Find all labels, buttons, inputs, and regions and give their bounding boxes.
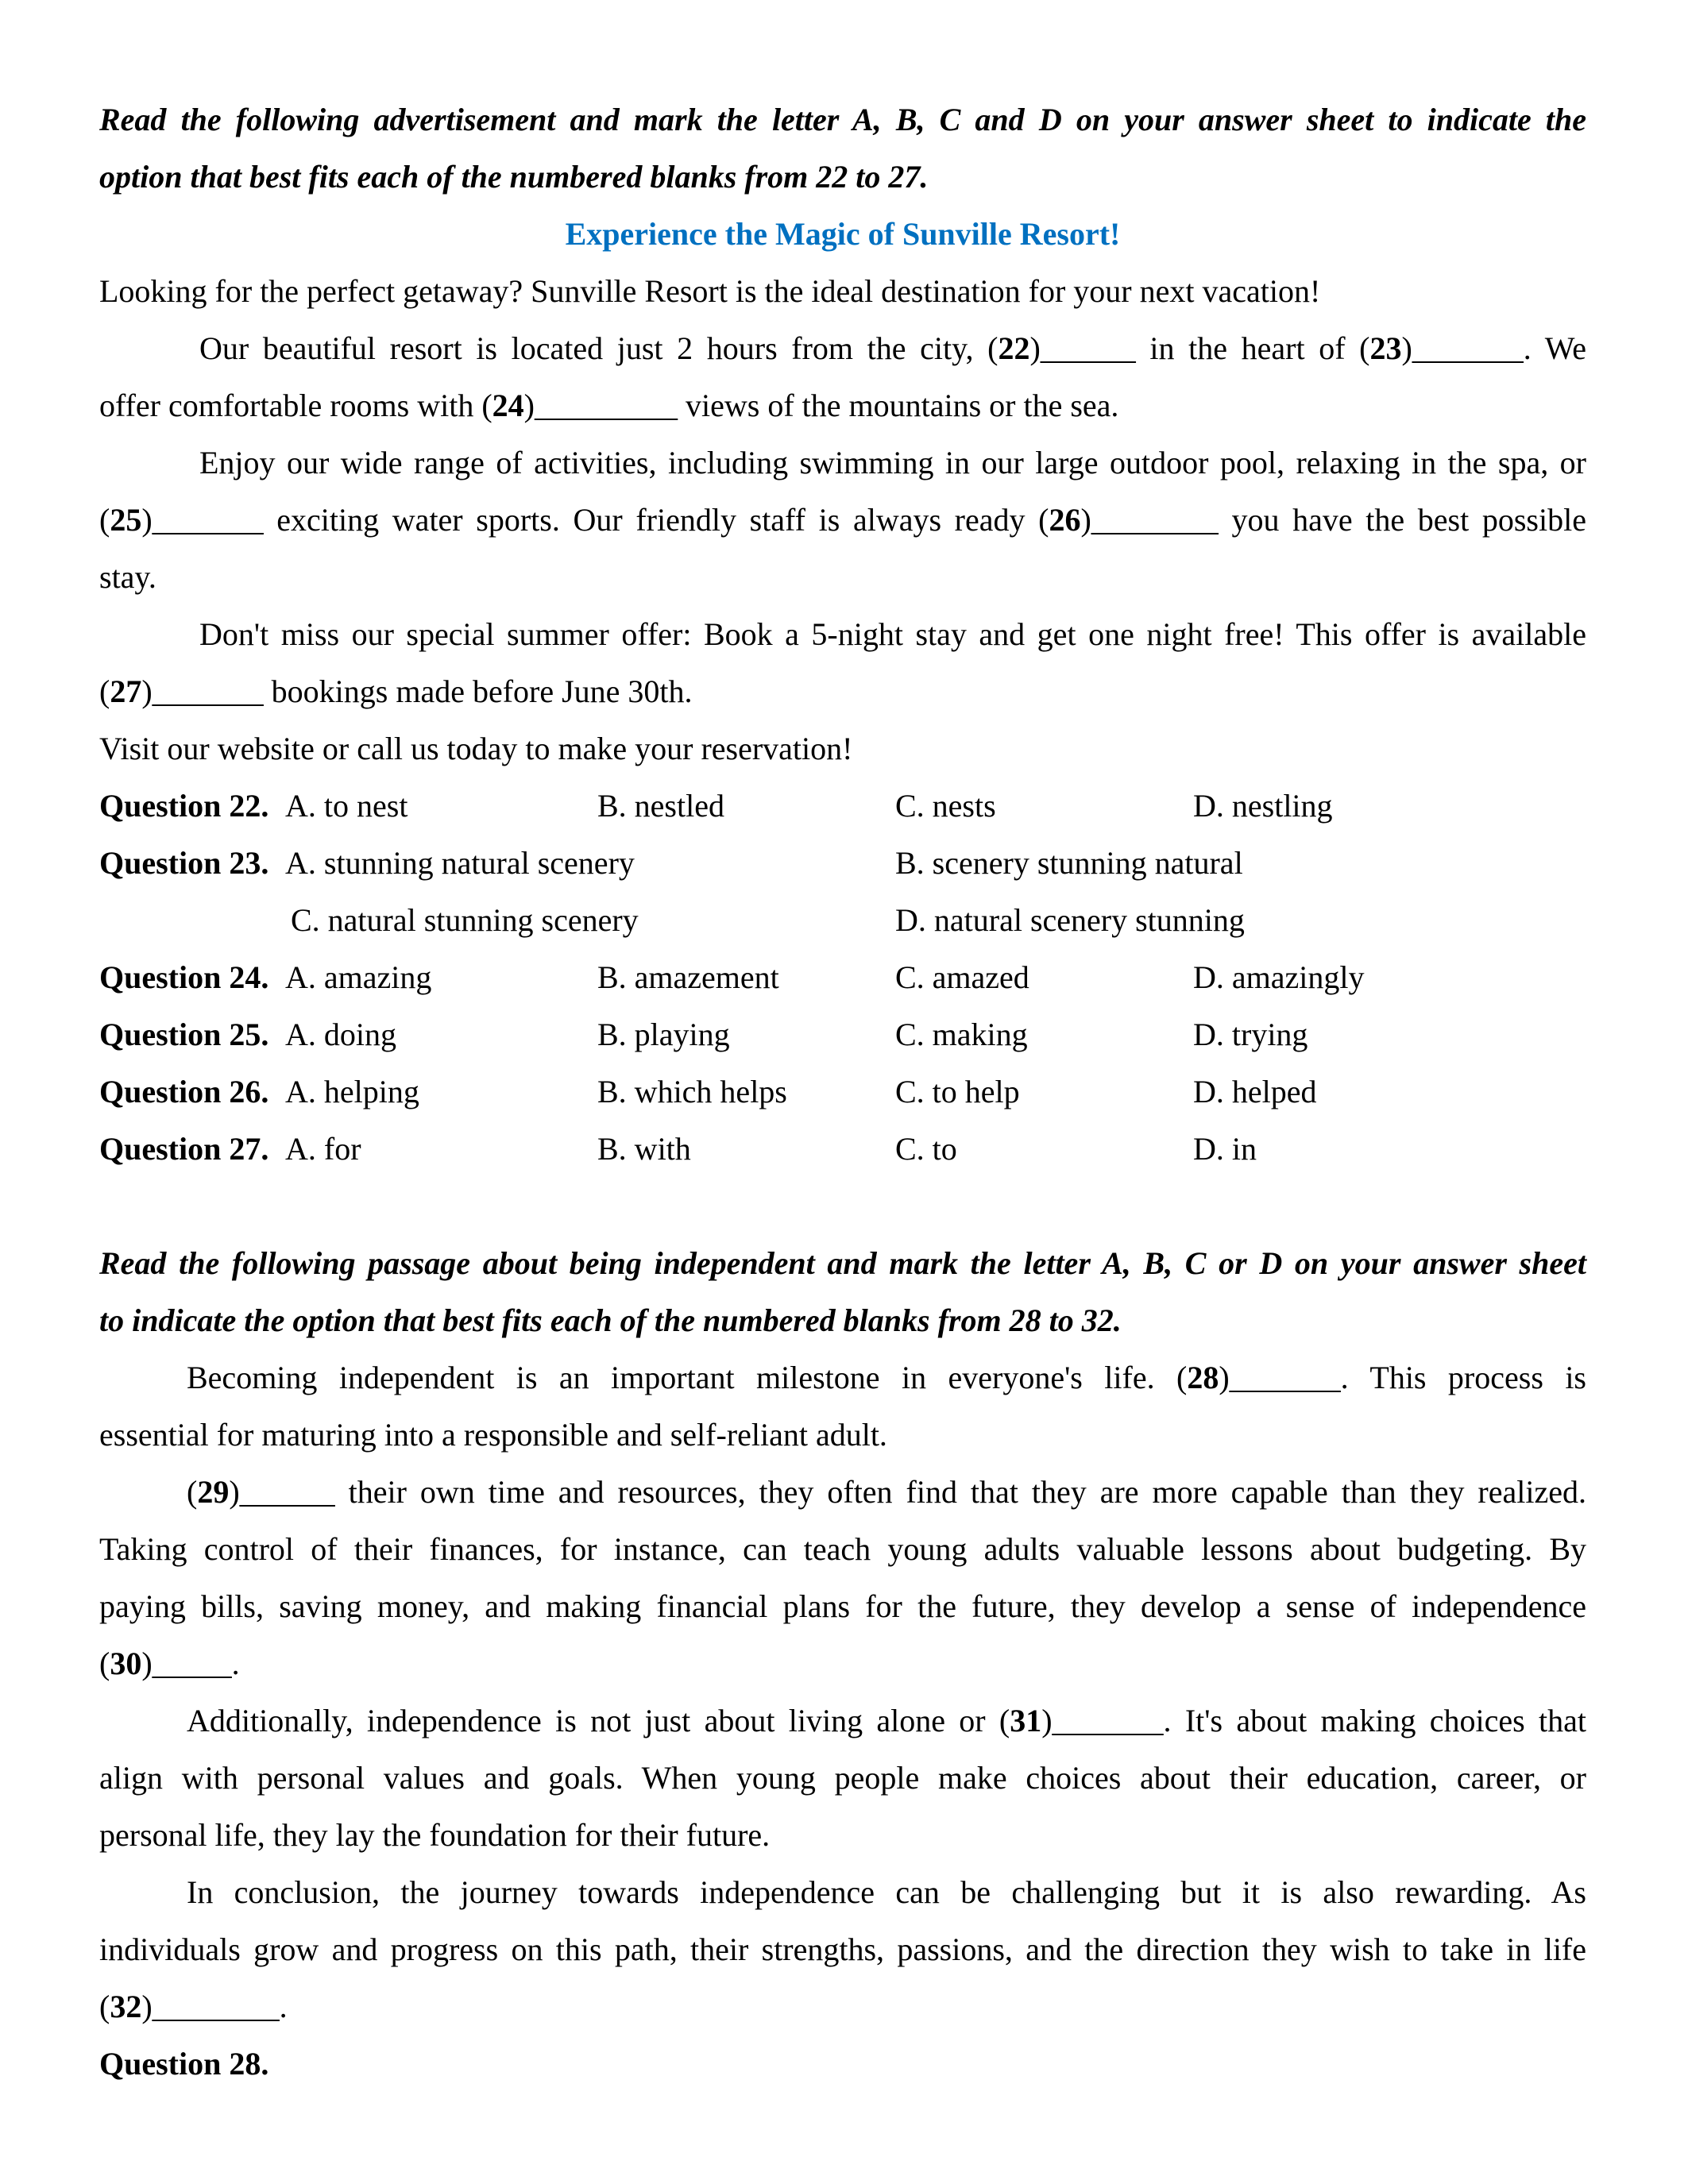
section-spacer	[99, 1178, 1586, 1235]
passage-paragraph4-line1: In conclusion, the journey towards independence can be challenging but it is also rewarding. As	[187, 1874, 1586, 1910]
blank-number-23: 23	[1369, 330, 1402, 366]
blank-number-27: 27	[110, 673, 142, 709]
question-label: Question 25.	[99, 1017, 269, 1052]
question-label: Question 24.	[99, 959, 269, 995]
passage-paragraph4-line2: individuals grow and progress on this path, their strengths, passions, and the direction they wish to take in life	[99, 1931, 1586, 1967]
question-23-row2	[99, 892, 1586, 949]
exam-page	[99, 91, 1586, 2093]
advertisement-intro: Looking for the perfect getaway? Sunville Resort is the ideal destination for your next vacation!	[99, 273, 1321, 309]
option-b[interactable]: B. which helps	[597, 1074, 787, 1109]
option-c[interactable]: C. to	[895, 1131, 957, 1167]
blank-number-31: 31	[1010, 1703, 1042, 1738]
ad-paragraph3-line1: Don't miss our special summer offer: Book a 5-night stay and get one night free! This offer is available	[199, 616, 1586, 652]
blank-number-24: 24	[492, 388, 524, 423]
question-23	[99, 835, 1586, 892]
question-label: Question 27.	[99, 1131, 269, 1167]
passage-paragraph3-line1: Additionally, independence is not just about living alone or (31)_______. It's about making choices that	[187, 1703, 1586, 1738]
blank-number-32: 32	[110, 1989, 142, 2024]
blank-number-22: 22	[998, 330, 1030, 366]
question-22	[99, 778, 1586, 835]
option-c[interactable]: C. making	[895, 1017, 1028, 1052]
option-d[interactable]: D. in	[1193, 1131, 1257, 1167]
ad-paragraph1-line2: offer comfortable rooms with (24)_________ views of the mountains or the sea.	[99, 388, 1119, 423]
question-label: Question 23.	[99, 845, 269, 881]
passage-paragraph3-line2: align with personal values and goals. When young people make choices about their education, career, or	[99, 1760, 1586, 1796]
option-b[interactable]: B. with	[597, 1131, 691, 1167]
option-c[interactable]: C. amazed	[895, 959, 1029, 995]
section2-instruction-line2: to indicate the option that best fits each of the numbered blanks from 28 to 32.	[99, 1302, 1122, 1338]
ad-paragraph2-line1: Enjoy our wide range of activities, including swimming in our large outdoor pool, relaxing in the spa, or	[199, 445, 1586, 480]
option-a[interactable]: A. helping	[285, 1074, 419, 1109]
blank-number-29: 29	[197, 1474, 230, 1510]
option-d[interactable]: D. trying	[1193, 1017, 1308, 1052]
option-a[interactable]: A. stunning natural scenery	[285, 845, 635, 881]
passage-paragraph2-line3: paying bills, saving money, and making financial plans for the future, they develop a sense of independence	[99, 1588, 1586, 1624]
section1-instruction-line2: option that best fits each of the numbered blanks from 22 to 27.	[99, 159, 929, 195]
option-a[interactable]: A. amazing	[285, 959, 432, 995]
option-a[interactable]: A. for	[285, 1131, 361, 1167]
option-b[interactable]: B. playing	[597, 1017, 730, 1052]
passage-paragraph4-line3: (32)________.	[99, 1989, 288, 2024]
ad-paragraph2-line3: stay.	[99, 559, 156, 595]
option-c[interactable]: C. to help	[895, 1074, 1020, 1109]
option-b[interactable]: B. scenery stunning natural	[895, 845, 1243, 881]
question-27	[99, 1121, 1586, 1178]
ad-paragraph3-line2: (27)_______ bookings made before June 30th.	[99, 673, 693, 709]
ad-paragraph1-line1: Our beautiful resort is located just 2 hours from the city, (22)______ in the heart of (23)_______. We	[199, 330, 1586, 366]
section2-instruction-line1: Read the following passage about being independent and mark the letter A, B, C or D on your answer sheet	[99, 1245, 1586, 1281]
option-a[interactable]: A. to nest	[285, 788, 408, 824]
option-c[interactable]: C. nests	[895, 788, 996, 824]
blank-number-26: 26	[1049, 502, 1081, 538]
question-24	[99, 949, 1586, 1006]
question-26	[99, 1063, 1586, 1121]
advertisement-closing: Visit our website or call us today to make your reservation!	[99, 731, 853, 766]
option-d[interactable]: D. amazingly	[1193, 959, 1365, 995]
question-label: Question 26.	[99, 1074, 269, 1109]
blank-number-25: 25	[110, 502, 142, 538]
passage-paragraph2-line4: (30)_____.	[99, 1646, 240, 1681]
passage-paragraph1-line2: essential for maturing into a responsible and self-reliant adult.	[99, 1417, 887, 1453]
advertisement-title: Experience the Magic of Sunville Resort!	[565, 216, 1121, 252]
option-d[interactable]: D. helped	[1193, 1074, 1317, 1109]
ad-paragraph2-line2: (25)_______ exciting water sports. Our friendly staff is always ready (26)________ you have the best possible	[99, 502, 1586, 538]
option-c[interactable]: C. natural stunning scenery	[291, 902, 639, 938]
passage-paragraph2-line1: (29)______ their own time and resources, they often find that they are more capable than they realized.	[187, 1474, 1586, 1510]
option-d[interactable]: D. natural scenery stunning	[895, 902, 1245, 938]
question-25	[99, 1006, 1586, 1063]
blank-number-28: 28	[1187, 1360, 1219, 1395]
option-b[interactable]: B. amazement	[597, 959, 779, 995]
option-a[interactable]: A. doing	[285, 1017, 396, 1052]
section1-instruction-line1: Read the following advertisement and mark the letter A, B, C and D on your answer sheet to indicate the	[99, 102, 1586, 137]
passage-paragraph2-line2: Taking control of their finances, for instance, can teach young adults valuable lessons about budgeting. By	[99, 1531, 1586, 1567]
option-d[interactable]: D. nestling	[1193, 788, 1333, 824]
blank-number-30: 30	[110, 1646, 142, 1681]
question-28-label: Question 28.	[99, 2046, 269, 2082]
passage-paragraph1-line1: Becoming independent is an important milestone in everyone's life. (28)_______. This process is	[187, 1360, 1586, 1395]
passage-paragraph3-line3: personal life, they lay the foundation for their future.	[99, 1817, 771, 1853]
option-b[interactable]: B. nestled	[597, 788, 724, 824]
question-label: Question 22.	[99, 788, 269, 824]
